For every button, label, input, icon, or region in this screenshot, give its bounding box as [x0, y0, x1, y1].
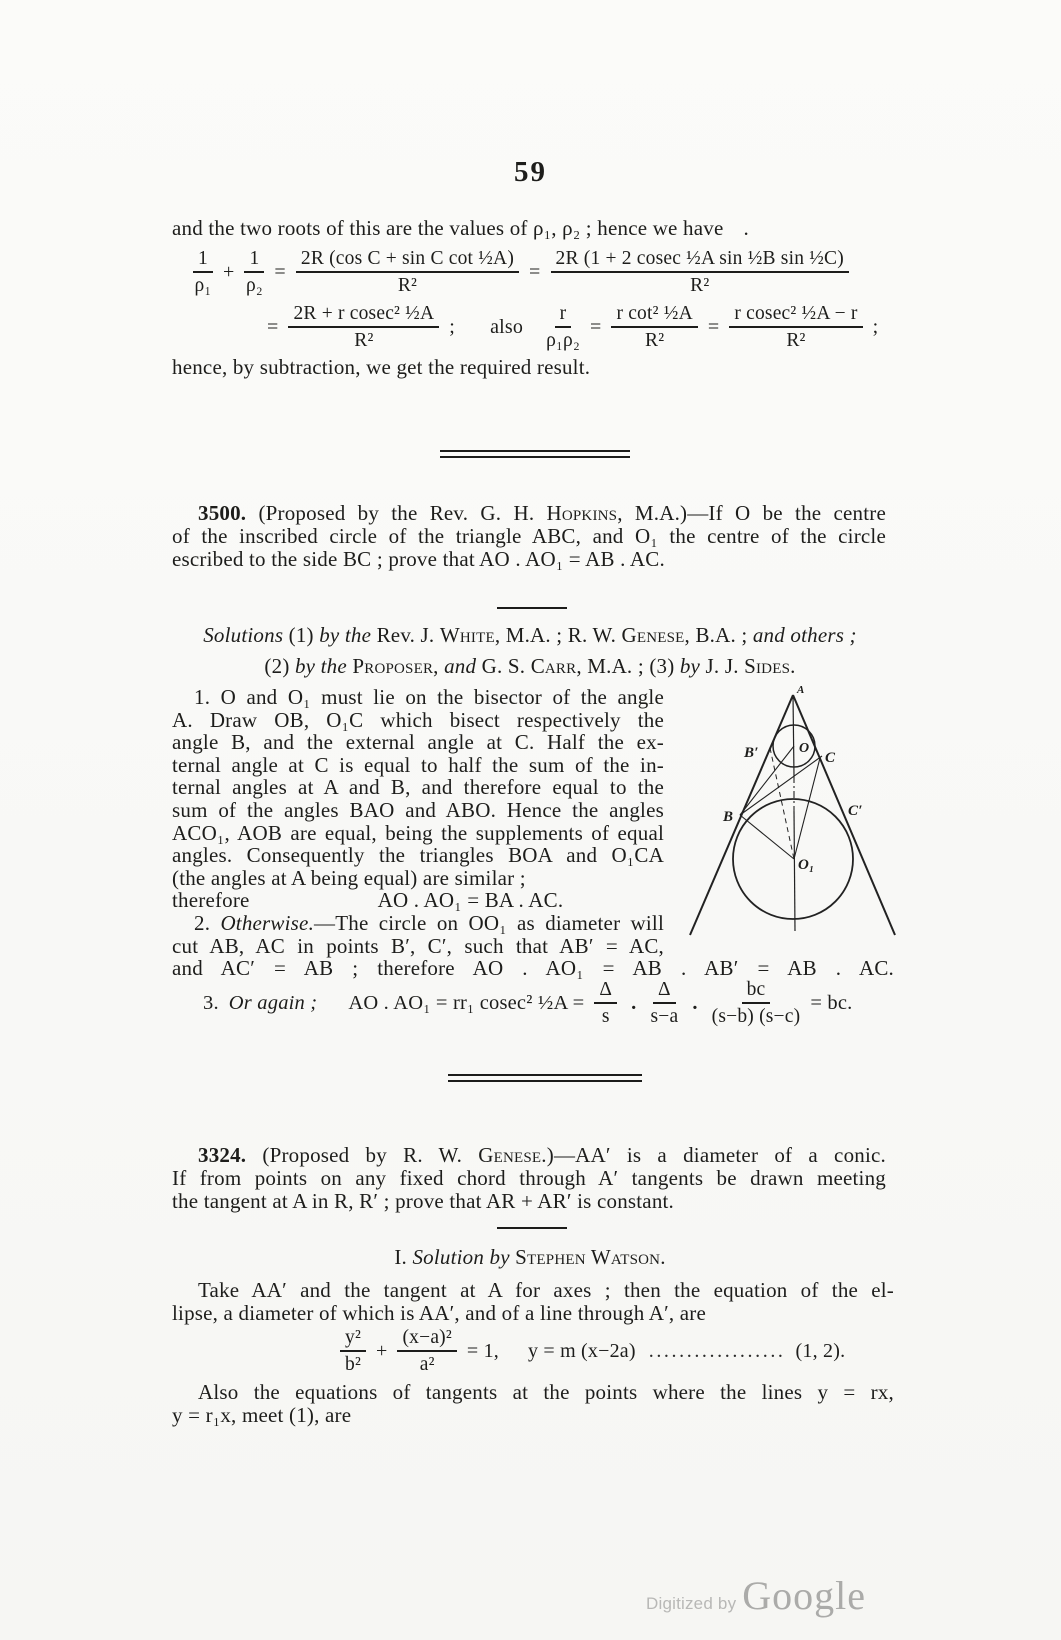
attribution-line: (2) by the Proposer, and G. S. Carr, M.A. ; (3) by J. J. Sides.	[264, 654, 796, 678]
google-logo: Google	[742, 1573, 867, 1618]
intro-equation-line1: $\frac{1}{\text{ρ₁}}$ + $\frac{1}{\text{ρ₂}}$ = $\frac{\text{2R (cos C + sin C cot ½A)}}{\text{R²}}$ = $\frac{\text{2R (1 + 2 cosec ½A sin ½B sin ½C)}}{\text{R²}}$	[188, 247, 854, 297]
solution-line: A. Draw OB, O₁C which bisect respectively the	[172, 707, 664, 732]
solution-line: sum of the angles BAO and ABO. Hence the angles	[172, 797, 664, 822]
solution-line: (the angles at A being equal) are similar ;	[172, 865, 526, 890]
solution-line: 1. O and O₁ must lie on the bisector of the angle	[194, 685, 664, 709]
figure-3500	[668, 648, 953, 943]
intro-equation-line2: = $\frac{\text{2R + r cosec² ½A}}{\text{R²}}$ ; also $\frac{r}{\text{ρ₁ρ₂}}$ = $\frac{\text{r cot² ½A}}{\text{R²}}$ = $\frac{\text{r cosec² ½A − r}}{\text{R²}}$ ;	[267, 303, 879, 351]
section-divider-middle	[448, 1074, 642, 1082]
therefore-formula: AO . AO₁ = BA . AC.	[377, 888, 564, 913]
digitized-by-label: Digitized by	[646, 1594, 737, 1613]
therefore-label: therefore	[172, 888, 250, 913]
figure-label-Bprime: B′	[744, 745, 759, 761]
therefore-line	[172, 889, 664, 912]
bisector-axis-lower	[794, 811, 795, 931]
solution-line: ACO₁, AOB are equal, being the supplements of equal	[172, 820, 664, 845]
watson-paragraph-1	[172, 1279, 894, 1325]
watson-line: Also the equations of tangents at the points where the lines y = rx,	[198, 1380, 894, 1404]
problem-rule-2	[497, 1227, 567, 1229]
problem-3500-line: 3500. (Proposed by the Rev. G. H. Hopkins, M.A.)—If O be the centre	[198, 501, 886, 525]
problem-3324-line: 3324. (Proposed by R. W. Genese.)—AA′ is a diameter of a conic.	[198, 1143, 886, 1167]
problem-rule	[497, 607, 567, 609]
stray-period: .	[743, 216, 749, 240]
section-divider-top	[440, 450, 630, 458]
figure-label-B: B	[723, 809, 734, 825]
solution-3-equation: 3. Or again ; AO . AO₁ = rr₁ cosec² ½A = $\frac{\Delta}{s}$ . $\frac{\Delta}{s-a}$ . $\frac{bc}{(s-b) (s-c)}$ = bc.	[203, 979, 853, 1027]
watson-line: y = r₁x, meet (1), are	[172, 1403, 352, 1428]
figure-label-Cprime: C′	[848, 803, 863, 819]
watson-heading: I. Solution by Stephen Watson.	[394, 1245, 666, 1269]
solution-line: and AC′ = AB ; therefore AO . AO₁ = AB . AB′ = AB . AC.	[172, 956, 894, 981]
solution-line: cut AB, AC in points B′, C′, such that AB′ = AC,	[172, 933, 664, 958]
figure-label-O: O	[799, 741, 810, 756]
watson-paragraph-2	[172, 1381, 894, 1427]
solution-line: ternal angle at C is equal to half the sum of the in-	[172, 752, 664, 777]
problem-3500-line: of the inscribed circle of the triangle ABC, and O₁ the centre of the circle	[172, 524, 886, 549]
page-number: 59	[514, 156, 547, 188]
figure-label-O1: O₁	[798, 857, 815, 873]
solution-line: angles. Consequently the triangles BOA and O₁CA	[172, 843, 664, 868]
figure-label-C: C	[825, 750, 836, 766]
triangle-side-left	[690, 695, 793, 935]
intro-text: and the two roots of this are the values of ρ₁, ρ₂ ; hence we have	[172, 216, 724, 240]
solution-line: 2. Otherwise.—The circle on OO₁ as diameter will	[194, 910, 665, 935]
watson-line: lipse, a diameter of which is AA′, and of a line through A′, are	[172, 1301, 707, 1326]
watson-equation: $\frac{\text{y²}}{\text{b²}}$ + $\frac{\text{(x−a)²}}{\text{a²}}$ = 1, y = m (x−2a) .................. (1, 2).	[335, 1326, 850, 1376]
solution-line: ternal angles at A and B, and therefore equal to the	[172, 775, 664, 800]
escribed-circle	[733, 799, 853, 919]
line-BC	[740, 756, 822, 815]
problem-3500-line: escribed to the side BC ; prove that AO . AO₁ = AB . AC.	[172, 547, 665, 572]
watermark	[646, 1572, 866, 1619]
problem-3324	[172, 1144, 886, 1214]
figure-label-A: A	[797, 684, 805, 696]
problem-3500	[172, 502, 886, 572]
problem-3324-line: If from points on any fixed chord through A′ tangents be drawn meeting	[172, 1166, 886, 1191]
intro-paragraph	[172, 217, 852, 240]
watson-line: Take AA′ and the tangent at A for axes ; then the equation of the el-	[198, 1278, 894, 1302]
problem-3324-line: the tangent at A in R, R′ ; prove that AR + AR′ is constant.	[172, 1189, 675, 1214]
bisector-axis	[793, 695, 794, 776]
solution-line: angle B, and the external angle at C. Half the ex-	[172, 730, 664, 755]
attribution-line: Solutions (1) by the Rev. J. White, M.A. ; R. W. Genese, B.A. ; and others ;	[203, 623, 857, 647]
intro-conclusion: hence, by subtraction, we get the required result.	[172, 355, 591, 379]
